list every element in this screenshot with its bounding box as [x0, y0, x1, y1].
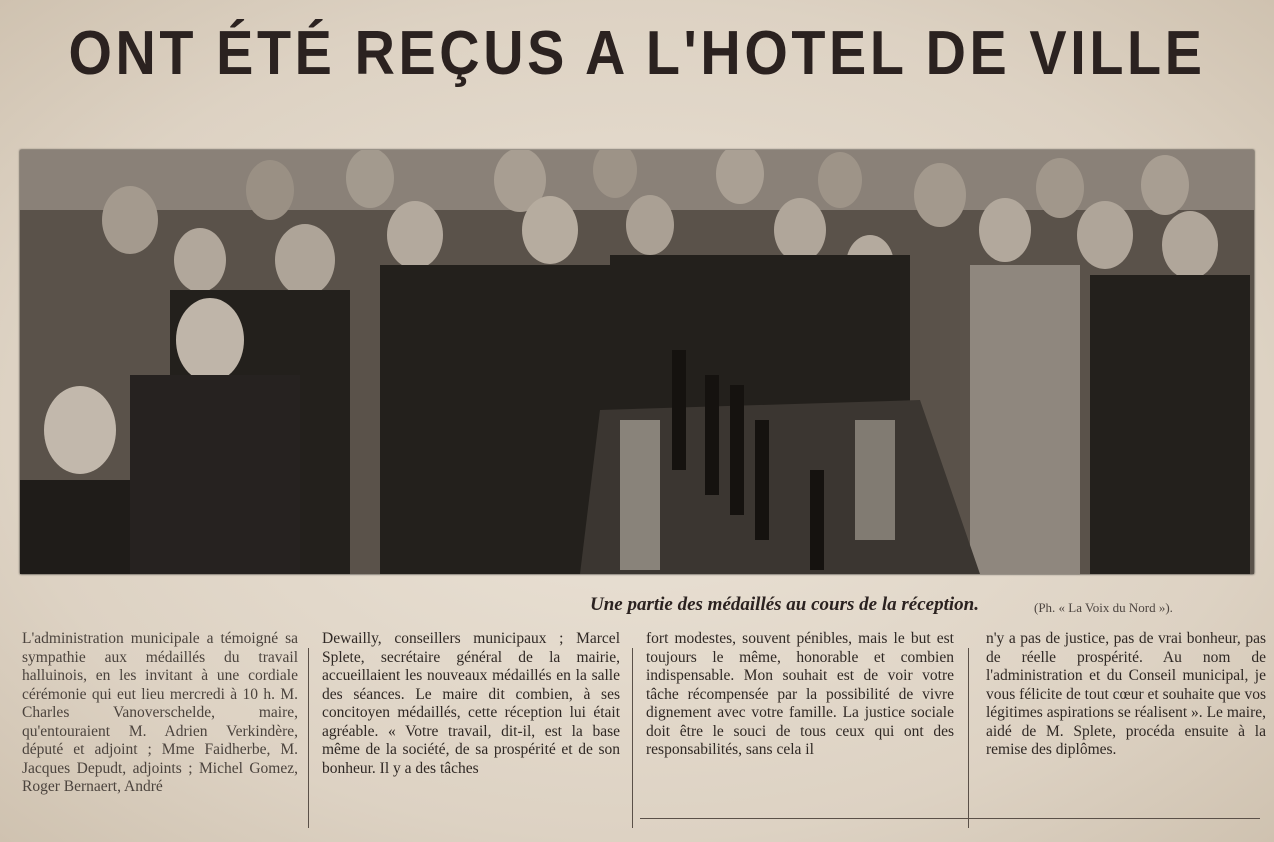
- photo-credit: (Ph. « La Voix du Nord »).: [1034, 600, 1173, 615]
- article-text: n'y a pas de justice, pas de vrai bonheur, pas de réelle prospérité. Au nom de l'administration et du Conseil municipal, je vous félicite de tout cœur et souhaite que vos légitimes aspirations se réalisent ». Le maire, aidé de M. Splete, procéda ensuite à la remise des diplômes.: [986, 630, 1266, 758]
- article-text: L'administration municipale a témoigné sa sympathie aux médaillés du travail halluinois, en les invitant à une cordiale cérémonie qui eut lieu mercredi à 10 h. M. Charles Vanoverschelde, maire, qu'entouraient M. Adrien Verkindère, député et adjoint ; Mme Faidherbe, M. Jacques Depudt, adjoints ; Michel Gomez, Roger Bernaert, André: [22, 630, 298, 795]
- article-column-4: [986, 630, 1266, 760]
- article-text: fort modestes, souvent pénibles, mais le but est toujours le même, honorable et combien indispensable. Mon souhait est de voir votre tâche récompensée par la possibilité de vivre dignement avec votre famille. La justice sociale doit être le souci de tous ceux qui ont des responsabilités, sans cela il: [646, 630, 954, 758]
- column-divider: [308, 648, 309, 828]
- column-divider: [632, 648, 633, 828]
- group-photo: [20, 150, 1254, 574]
- column-divider: [968, 648, 969, 828]
- article-text: Dewailly, conseillers municipaux ; Marcel Splete, secrétaire général de la mairie, accueillaient les nouveaux médaillés en la salle des séances. Le maire dit combien, à ses concitoyen médaillés, cette réception lui était agréable. « Votre travail, dit-il, est la base même de la société, de sa prospérité et de son bonheur. Il y a des tâches: [322, 630, 620, 777]
- article-column-2: [322, 630, 620, 778]
- article-column-3: [646, 630, 954, 760]
- photo-caption: Une partie des médaillés au cours de la réception.: [590, 594, 979, 615]
- bottom-rule: [640, 818, 1260, 819]
- headline: ONT ÉTÉ REÇUS A L'HOTEL DE VILLE: [68, 19, 1206, 88]
- article-column-1: [22, 630, 298, 797]
